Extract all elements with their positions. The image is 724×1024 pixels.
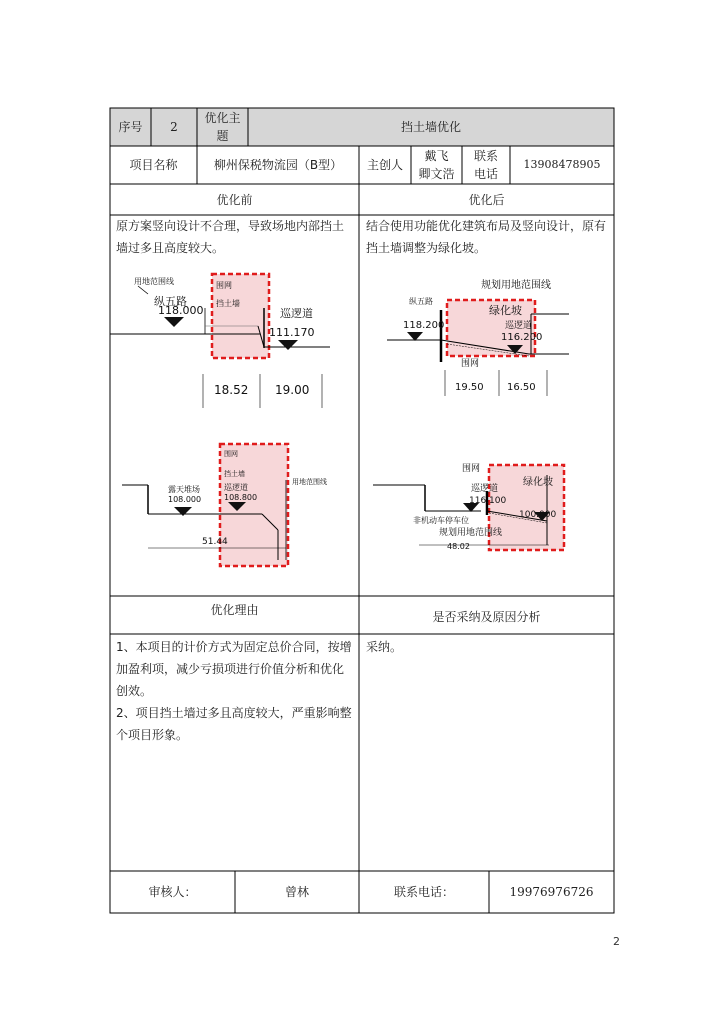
a1-patrol-label: 巡逻道 <box>505 321 533 331</box>
after-diagram-2 <box>359 455 614 560</box>
d2-yard-label: 露天堆场 <box>168 485 200 494</box>
reviewer-label: 审核人： <box>148 885 197 899</box>
footer-phone-label: 联系电话： <box>393 885 454 899</box>
d1-wall-label: 挡土墙 <box>216 299 240 308</box>
a1-dim1: 19.50 <box>455 382 484 393</box>
contact-phone: 13908478905 <box>523 157 601 171</box>
d1-dim1: 18.52 <box>214 383 249 397</box>
a2-boundary-label: 规划用地范围线 <box>439 528 503 538</box>
a1-fence-label: 围网 <box>461 359 480 369</box>
d2-patrol-level: 108.800 <box>224 493 258 502</box>
a2-slope-label: 绿化坡 <box>523 477 553 488</box>
creator-2: 卿文浩 <box>418 167 455 181</box>
adoption-text: 采纳。 <box>366 640 403 654</box>
project-name-label: 项目名称 <box>129 158 178 172</box>
seq-label: 序号 <box>118 120 143 134</box>
d1-boundary-label: 用地范围线 <box>134 277 174 286</box>
creator-label: 主创人 <box>366 158 403 172</box>
a2-patrol-label: 巡逻道 <box>471 484 499 494</box>
a1-boundary-label: 规划用地范围线 <box>481 280 551 291</box>
reviewer-name: 曾林 <box>284 885 309 899</box>
contact-label: 联系电话 <box>474 149 499 181</box>
a2-dim: 48.02 <box>447 542 470 551</box>
d1-fence-label: 围网 <box>216 281 232 290</box>
page-number: 2 <box>613 935 620 948</box>
d1-patrol-level: 111.170 <box>269 326 315 339</box>
reason-item-2: 2、项目挡土墙过多且高度较大，严重影响整个项目形象。 <box>116 706 352 742</box>
before-diagram-2 <box>110 440 359 570</box>
topic-label: 优化主题 <box>204 111 241 143</box>
a1-dim2: 16.50 <box>507 382 536 393</box>
after-heading: 优化后 <box>468 192 505 207</box>
d2-patrol-label: 巡逻道 <box>224 483 248 492</box>
d2-fence-label: 围网 <box>224 450 238 458</box>
seq-value: 2 <box>170 120 178 134</box>
d2-wall-label: 挡土墙 <box>224 470 245 478</box>
a2-fence-label: 围网 <box>462 464 481 474</box>
a1-slope-label: 绿化坡 <box>489 304 522 317</box>
d2-dim: 51.44 <box>202 537 228 547</box>
d1-road-label: 纵五路 <box>154 295 187 308</box>
reason-heading: 优化理由 <box>210 603 259 617</box>
d2-yard-level: 108.000 <box>168 495 202 504</box>
reason-item-1: 1、本项目的计价方式为固定总价合同，按增加盈利项，减少亏损项进行价值分析和优化创效。 <box>116 640 352 698</box>
adoption-heading: 是否采纳及原因分析 <box>432 610 541 624</box>
footer-phone: 19976976726 <box>509 885 594 899</box>
a2-patrol-level: 116.100 <box>469 496 507 506</box>
after-description: 结合使用功能优化建筑布局及竖向设计，原有挡土墙调整为绿化坡。 <box>366 219 607 255</box>
d1-patrol-label: 巡逻道 <box>280 307 313 320</box>
a2-parking-label: 非机动车停车位 <box>413 516 469 525</box>
a1-road-label: 纵五路 <box>409 297 433 306</box>
before-diagram-1 <box>110 268 359 418</box>
a1-road-level: 118.200 <box>403 320 445 331</box>
d1-road-level: 118.000 <box>158 304 204 317</box>
topic-value: 挡土墙优化 <box>400 120 461 134</box>
a2-level2: 100.000 <box>519 510 557 520</box>
before-heading: 优化前 <box>216 192 253 207</box>
after-diagram-1 <box>359 270 614 400</box>
a1-patrol-level: 116.200 <box>501 332 543 343</box>
d1-dim2: 19.00 <box>275 383 310 397</box>
before-description: 原方案竖向设计不合理，导致场地内部挡土墙过多且高度较大。 <box>116 219 345 255</box>
creator-1: 戴飞 <box>424 149 449 163</box>
project-name-value: 柳州保税物流园（B型） <box>213 158 343 172</box>
d2-boundary-label: 用地范围线 <box>292 478 327 486</box>
creators <box>411 146 462 184</box>
